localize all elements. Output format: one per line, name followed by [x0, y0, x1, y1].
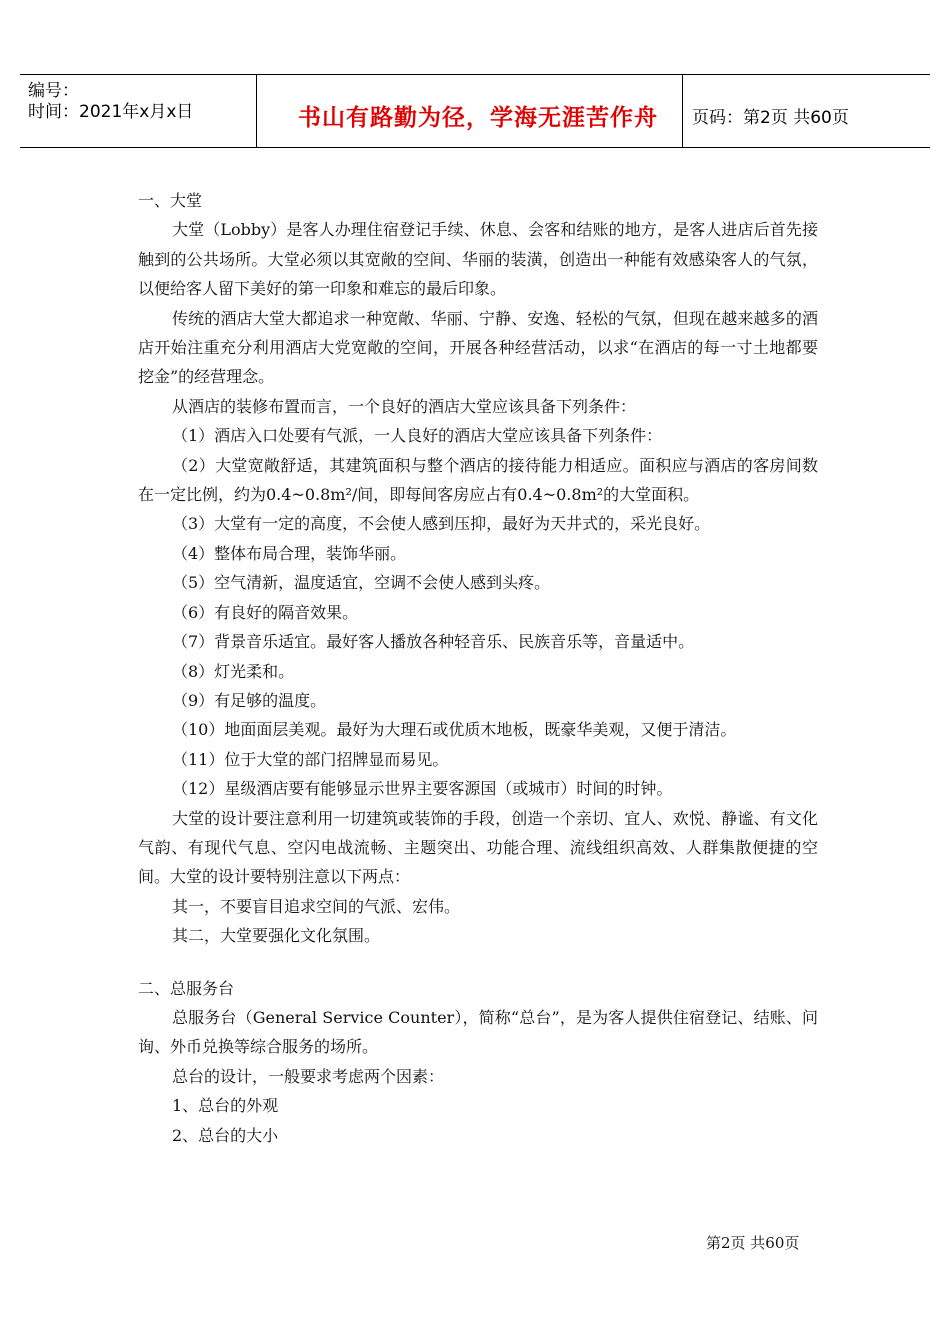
- paragraph: 大堂的设计要注意利用一切建筑或装饰的手段，创造一个亲切、宜人、欢悦、静谧、有文化气韵、有现代气息、空闪电战流畅、主题突出、功能合理、流线组织高效、人群集散便捷的空间。大堂的设计要特别注意以下两点：: [138, 808, 818, 887]
- list-item: （6）有良好的隔音效果。: [172, 602, 359, 622]
- number-label: 编号：: [28, 81, 79, 101]
- list-item: （12）星级酒店要有能够显示世界主要客源国（或城市）时间的时钟。: [172, 779, 673, 799]
- paragraph: 其二，大堂要强化文化氛围。: [172, 926, 381, 946]
- paragraph: 传统的酒店大堂大都追求一种宽敞、华丽、宁静、安逸、轻松的气氛，但现在越来越多的酒店开始注重充分利用酒店大党宽敞的空间，开展各种经营活动，以求“在酒店的每一寸土地都要挖金”的经营理念。: [138, 308, 818, 387]
- paragraph: 2、总台的大小: [172, 1125, 279, 1145]
- list-item: （1）酒店入口处要有气派，一人良好的酒店大堂应该具备下列条件：: [172, 426, 663, 446]
- page-footer: 第2页 共60页: [706, 1234, 800, 1252]
- header-page-info: 页码：第2页 共60页: [692, 108, 849, 128]
- paragraph: 总台的设计，一般要求考虑两个因素：: [172, 1066, 445, 1086]
- paragraph: 大堂（Lobby）是客人办理住宿登记手续、休息、会客和结账的地方，是客人进店后首先接触到的公共场所。大堂必须以其宽敞的空间、华丽的装潢，创造出一种能有效感染客人的气氛，以便给客人留下美好的第一印象和难忘的最后印象。: [138, 220, 818, 299]
- paragraph: 其一，不要盲目追求空间的气派、宏伟。: [172, 896, 461, 916]
- paragraph: 总服务台（General Service Counter），简称“总台”，是为客人提供住宿登记、结账、问询、外币兑换等综合服务的场所。: [138, 1007, 818, 1057]
- list-item: （9）有足够的温度。: [172, 690, 327, 710]
- list-item: （7）背景音乐适宜。最好客人播放各种轻音乐、民族音乐等，音量适中。: [172, 632, 695, 652]
- header-divider: [256, 75, 257, 147]
- section-heading-counter: 二、总服务台: [138, 978, 235, 998]
- section-gap: [138, 951, 818, 974]
- list-item: （2）大堂宽敞舒适，其建筑面积与整个酒店的接待能力相适应。面积应与酒店的客房间数在一定比例，约为0.4~0.8m²/间，即每间客房应占有0.4~0.8m²的大堂面积。: [138, 455, 818, 505]
- list-item: （5）空气清新，温度适宜，空调不会使人感到头疼。: [172, 573, 551, 593]
- paragraph: 从酒店的装修布置而言，一个良好的酒店大堂应该具备下列条件：: [172, 396, 637, 416]
- list-item: （11）位于大堂的部门招牌显而易见。: [172, 749, 449, 769]
- date-label: 时间：2021年x月x日: [28, 102, 194, 122]
- page-header: [20, 74, 930, 148]
- header-meta: [28, 81, 193, 123]
- header-divider: [682, 75, 683, 147]
- list-item: （4）整体布局合理，装饰华丽。: [172, 543, 407, 563]
- paragraph: 1、总台的外观: [172, 1096, 279, 1116]
- section-heading-lobby: 一、大堂: [138, 191, 203, 210]
- list-item: （10）地面面层美观。最好为大理石或优质木地板，既豪华美观，又便于清洁。: [172, 720, 737, 740]
- list-item: （3）大堂有一定的高度，不会使人感到压抑，最好为天井式的，采光良好。: [172, 514, 711, 534]
- list-item: （8）灯光柔和。: [172, 661, 295, 681]
- header-motto: 书山有路勤为径，学海无涯苦作舟: [298, 105, 658, 131]
- document-body: [138, 186, 818, 1150]
